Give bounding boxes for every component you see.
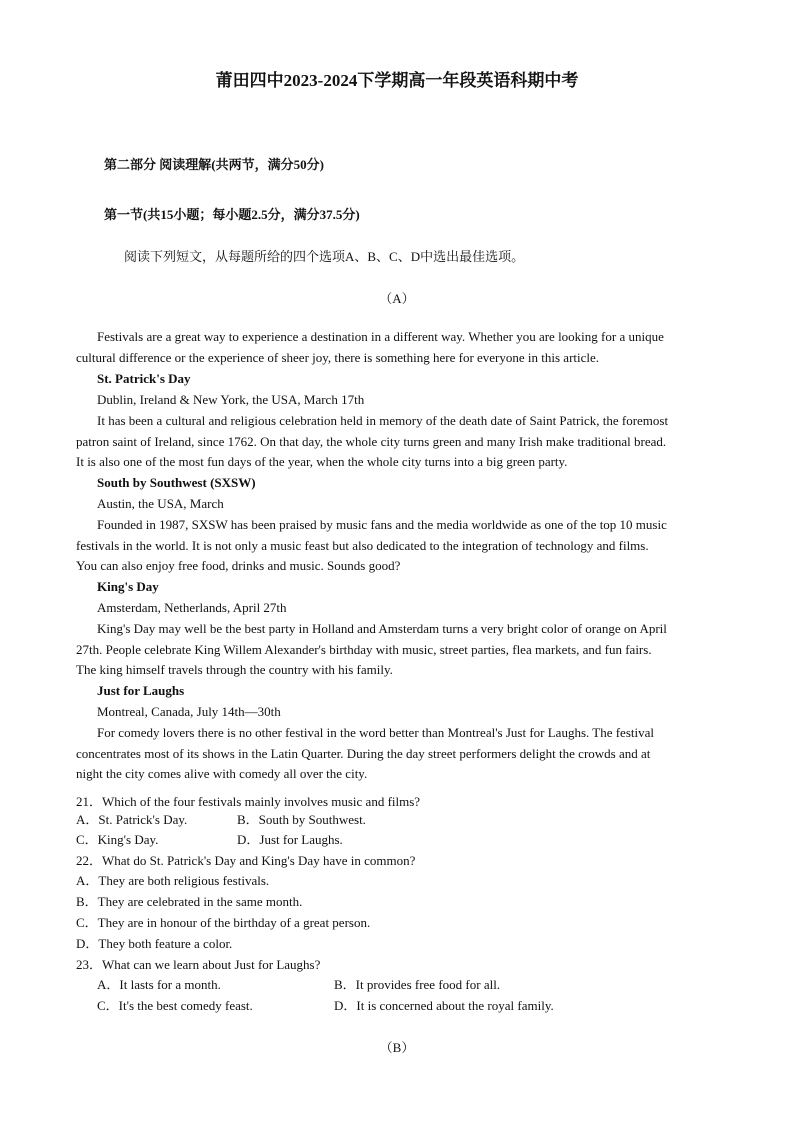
instruction: 阅读下列短文，从每题所给的四个选项A、B、C、D中选出最佳选项。 bbox=[124, 249, 525, 264]
passage-b-label: （B） bbox=[379, 1040, 415, 1055]
option-23a: A．It lasts for a month. bbox=[97, 977, 221, 992]
festival-place: Dublin, Ireland & New York, the USA, March 17th bbox=[97, 392, 365, 407]
festival-place: Amsterdam, Netherlands, April 27th bbox=[97, 600, 287, 615]
festival-text: patron saint of Ireland, since 1762. On that day, the whole city turns green and many Irish make traditional bread. bbox=[76, 434, 667, 449]
festival-name: King's Day bbox=[97, 579, 159, 594]
festival-place: Austin, the USA, March bbox=[97, 496, 224, 511]
option-21d: D．Just for Laughs. bbox=[237, 832, 343, 847]
option-23c: C．It's the best comedy feast. bbox=[97, 998, 253, 1013]
festival-text: 27th. People celebrate King Willem Alexander's birthday with music, street parties, flea markets, and fun fairs. bbox=[76, 642, 652, 657]
option-22b: B．They are celebrated in the same month. bbox=[76, 894, 303, 909]
option-21b: B．South by Southwest. bbox=[237, 812, 366, 827]
festival-text: The king himself travels through the country with his family. bbox=[76, 662, 393, 677]
festival-text: night the city comes alive with comedy all over the city. bbox=[76, 766, 368, 781]
festival-text: Founded in 1987, SXSW has been praised by music fans and the media worldwide as one of the top 10 music bbox=[97, 517, 667, 532]
festival-name: St. Patrick's Day bbox=[97, 371, 191, 386]
passage-a-label: （A） bbox=[379, 291, 415, 306]
option-23b: B．It provides free food for all. bbox=[334, 977, 501, 992]
festival-name: Just for Laughs bbox=[97, 683, 185, 698]
part-heading: 第二部分 阅读理解(共两节，满分50分) bbox=[104, 157, 324, 172]
festival-text: It has been a cultural and religious celebration held in memory of the death date of Saint Patrick, the foremost bbox=[97, 413, 669, 428]
intro-line: Festivals are a great way to experience a destination in a different way. Whether you are looking for a unique bbox=[97, 329, 664, 344]
festival-place: Montreal, Canada, July 14th—30th bbox=[97, 704, 281, 719]
festival-text: festivals in the world. It is not only a music feast but also dedicated to the integration of technology and films. bbox=[76, 538, 649, 553]
festival-text: It is also one of the most fun days of the year, when the whole city turns into a big green party. bbox=[76, 454, 568, 469]
section-heading: 第一节(共15小题；每小题2.5分，满分37.5分) bbox=[104, 207, 360, 222]
intro-line: cultural difference or the experience of sheer joy, there is something here for everyone in this article. bbox=[76, 350, 600, 365]
page-title: 莆田四中2023-2024下学期高一年段英语科期中考 bbox=[215, 71, 579, 90]
question-23: 23．What can we learn about Just for Laughs? bbox=[76, 957, 321, 972]
option-21c: C．King's Day. bbox=[76, 832, 159, 847]
option-23d: D．It is concerned about the royal family. bbox=[334, 998, 554, 1013]
option-22d: D．They both feature a color. bbox=[76, 936, 233, 951]
festival-name: South by Southwest (SXSW) bbox=[97, 475, 256, 490]
festival-text: King's Day may well be the best party in Holland and Amsterdam turns a very bright color of orange on April bbox=[97, 621, 667, 636]
option-22a: A．They are both religious festivals. bbox=[76, 873, 270, 888]
festival-text: concentrates most of its shows in the Latin Quarter. During the day street performers delight the crowds and at bbox=[76, 746, 651, 761]
question-22: 22．What do St. Patrick's Day and King's Day have in common? bbox=[76, 853, 416, 868]
option-22c: C．They are in honour of the birthday of a great person. bbox=[76, 915, 371, 930]
festival-text: For comedy lovers there is no other festival in the word better than Montreal's Just for Laughs. The festival bbox=[97, 725, 654, 740]
festival-text: You can also enjoy free food, drinks and music. Sounds good? bbox=[76, 558, 401, 573]
option-21a: A．St. Patrick's Day. bbox=[76, 812, 188, 827]
question-21: 21．Which of the four festivals mainly involves music and films? bbox=[76, 794, 421, 809]
